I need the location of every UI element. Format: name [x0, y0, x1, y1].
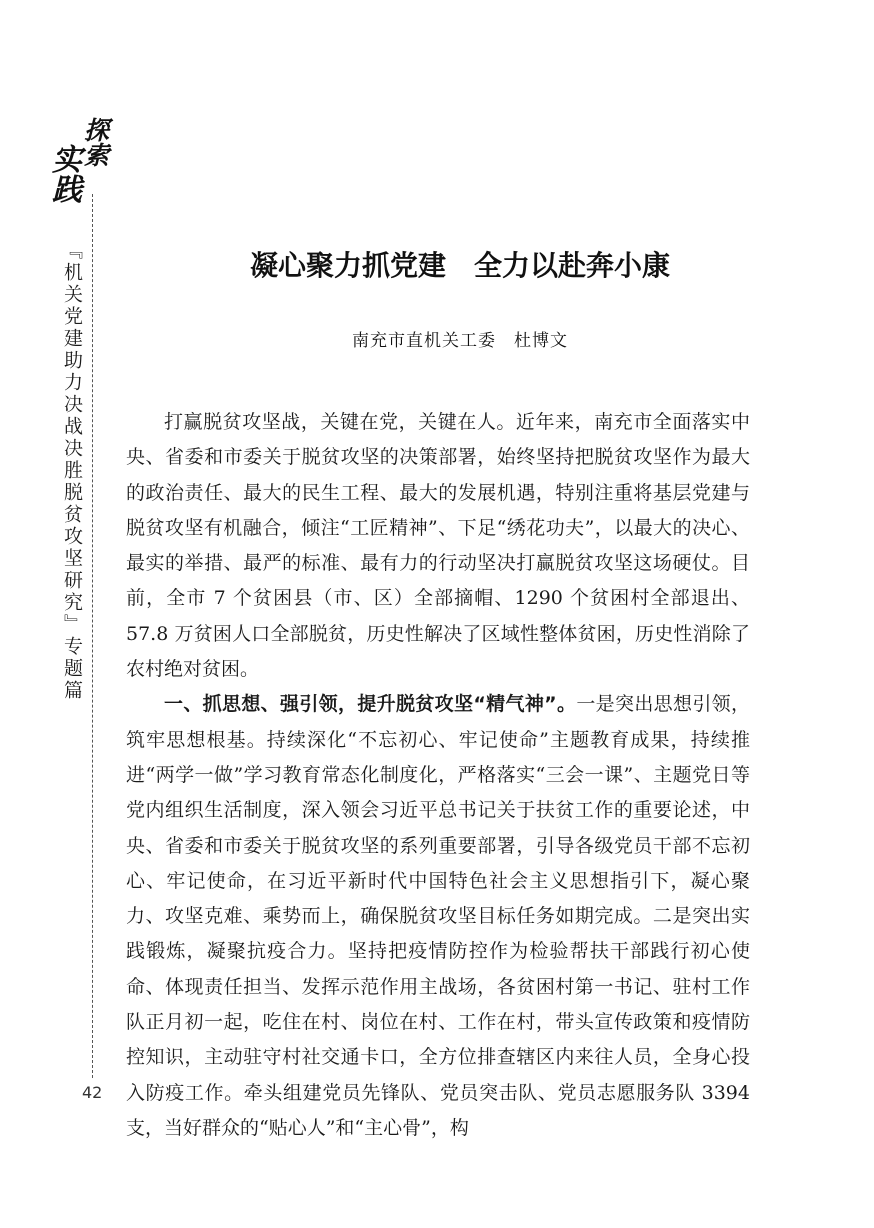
paragraph-intro: 打赢脱贫攻坚战，关键在党，关键在人。近年来，南充市全面落实中央、省委和市委关于脱贫攻坚的决策部署，始终坚持把脱贫攻坚作为最大的政治责任、最大的民生工程、最大的发展机遇，特别注重将基层党建与脱贫攻坚有机融合，倾注“工匠精神”、下足“绣花功夫”，以最大的决心、最实的举措、最严的标准、最有力的行动坚决打赢脱贫攻坚这场硬仗。目前，全市 7 个贫困县（市、区）全部摘帽、1290 个贫困村全部退出、57.8 万贫困人口全部脱贫，历史性解决了区域性整体贫困，历史性消除了农村绝对贫困。 [126, 411, 750, 681]
logo-line-2: 实 践 [52, 143, 82, 208]
section-body: 一是突出思想引领，筑牢思想根基。持续深化“不忘初心、牢记使命”主题教育成果，持续推进“两学一做”学习教育常态化制度化，严格落实“三会一课”、主题党日等党内组织生活制度，深入领会习近平总书记关于扶贫工作的重要论述，中央、省委和市委关于脱贫攻坚的系列重要部署，引导各级党员干部不忘初心、牢记使命，在习近平新时代中国特色社会主义思想指引下，凝心聚力、攻坚克难、乘势而上，确保脱贫攻坚目标任务如期完成。二是突出实践锻炼，凝聚抗疫合力。坚持把疫情防控作为检验帮扶干部践行初心使命、体现责任担当、发挥示范作用主战场，各贫困村第一书记、驻村工作队正月初一起，吃住在村、岗位在村、工作在村，带头宣传政策和疫情防控知识，主动驻守村社交通卡口，全方位排查辖区内来往人员，全身心投入防疫工作。牵头组建党员先锋队、党员突击队、党员志愿服务队 3394 支，当好群众的“贴心人”和“主心骨”，构 [126, 693, 750, 1139]
article-title: 凝心聚力抓党建 全力以赴奔小康 [249, 249, 670, 282]
article-body [126, 405, 750, 1146]
column-name: 『机关党建助力决战决胜脱贫攻坚研究』专题篇 [61, 240, 83, 702]
article-author: 南充市直机关工委 杜博文 [352, 331, 568, 351]
page-number: 42 [82, 1083, 103, 1102]
paragraph-section-1 [126, 687, 750, 1146]
section-heading: 一、抓思想、强引领，提升脱贫攻坚“精气神”。 [164, 693, 577, 716]
logo-line-1: 探 索 [84, 116, 110, 170]
margin-divider [92, 194, 93, 1078]
